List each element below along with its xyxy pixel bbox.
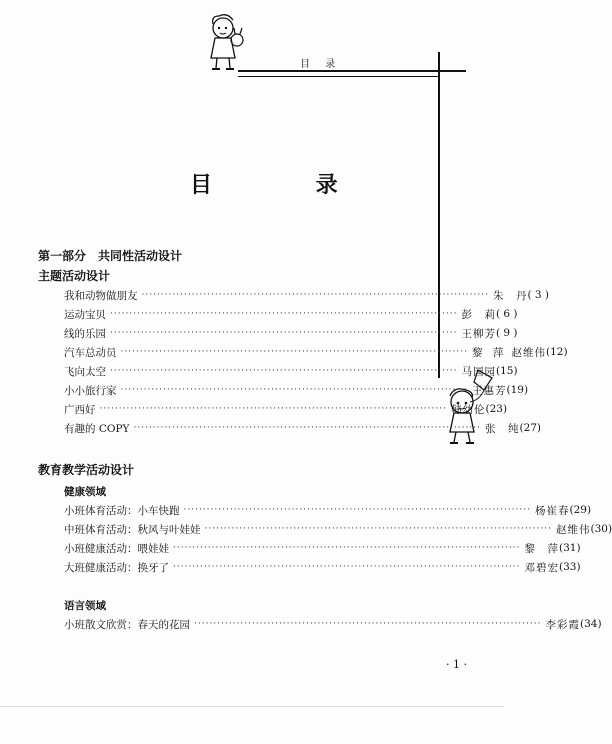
leader-dots: ·························································································· [110,309,458,319]
entry-page: (29) [569,504,592,516]
entry-title: 我和动物做朋友 [64,289,138,302]
entry-title: 汽车总动员 [64,346,117,359]
entry-author: 王柳芳 [461,327,496,340]
leader-dots: ·························································································· [120,347,468,357]
entry-page: (30) [590,523,612,535]
entry-author: 李彩霞 [545,618,580,631]
entry-page: ( 6 ) [495,308,518,320]
entry-page: (27) [519,422,542,434]
leader-dots: ·························································································· [133,423,481,433]
entry-author: 马园园 [461,365,496,378]
leader-dots: ·························································································· [110,366,458,376]
entry-title: 小小旅行家 [64,384,117,397]
entry-author: 韩幼伦 [450,403,486,416]
entry-title: 飞向太空 [64,365,106,378]
entry-author: 张 纯 [484,422,520,435]
toc-entry[interactable] [64,502,592,518]
header-rule [238,70,466,72]
toc-entry[interactable] [64,306,518,322]
toc-entry[interactable] [64,401,508,417]
entry-page: (33) [558,561,581,573]
page-number: · 1 · [446,658,467,671]
entry-author: 赵维伟 [511,346,546,359]
section-heading: 主题活动设计 [38,269,111,283]
entry-title: 大班健康活动：换牙了 [64,561,169,574]
entry-coauthor: 黎 萍 [471,346,504,359]
entry-page: (31) [558,542,581,554]
section-heading: 教育教学活动设计 [38,463,135,477]
leader-dots: ·························································································· [173,543,521,553]
entry-author: 邓碧宏 [524,561,559,574]
toc-entry[interactable] [64,540,581,556]
entry-author: 赵维伟 [555,523,591,536]
leader-dots: ·························································································· [194,619,542,629]
leader-dots: ·························································································· [120,385,468,395]
running-head: 目 录 [300,59,342,70]
entry-author: 王惠芳 [471,384,507,397]
entry-title: 小班体育活动：小车快跑 [64,504,180,517]
leader-dots: ·························································································· [110,328,458,338]
entry-title: 小班散文欣赏：春天的花园 [64,618,190,631]
entry-title: 有趣的 COPY [64,422,130,435]
entry-title: 中班体育活动：秋风与叶娃娃 [64,523,201,536]
entry-author: 杨崔春 [534,504,570,517]
entry-page: ( 9 ) [495,327,518,339]
leader-dots: ·························································································· [183,505,531,515]
entry-page: (15) [495,365,518,377]
toc-entry[interactable] [64,559,581,575]
part-heading: 第一部分 共同性活动设计 [38,249,183,263]
entry-author: 彭 莉 [461,308,496,321]
toc-entry[interactable] [64,344,568,360]
toc-entry[interactable] [64,325,518,341]
subsection-heading: 语言领域 [64,600,106,612]
entry-page: (23) [485,403,508,415]
entry-title: 运动宝贝 [64,308,106,321]
entry-author: 黎 萍 [524,542,559,555]
entry-title: 线的乐园 [64,327,106,340]
entry-page: (34) [579,618,602,630]
header-rule-thin [238,76,438,77]
entry-title: 小班健康活动：喂娃娃 [64,542,169,555]
toc-entry[interactable] [64,616,602,632]
entry-author: 朱 丹 [492,289,528,302]
entry-title: 广西好 [64,403,96,416]
toc-entry[interactable] [64,521,612,537]
page-title: 目 录 [190,173,386,198]
leader-dots: ·························································································· [173,562,521,572]
subsection-heading: 健康领域 [64,486,106,498]
girl-with-doll-illustration [205,12,251,74]
leader-dots: ·························································································· [204,524,552,534]
toc-entry[interactable] [64,420,542,436]
toc-entry[interactable] [64,287,550,303]
toc-entry[interactable] [64,382,529,398]
page-edge [0,706,504,707]
entry-page: ( 3 ) [527,289,550,301]
toc-entry[interactable] [64,363,518,379]
entry-page: (12) [545,346,568,358]
entry-page: (19) [506,384,529,396]
leader-dots: ·························································································· [141,290,489,300]
leader-dots: ·························································································· [99,404,447,414]
